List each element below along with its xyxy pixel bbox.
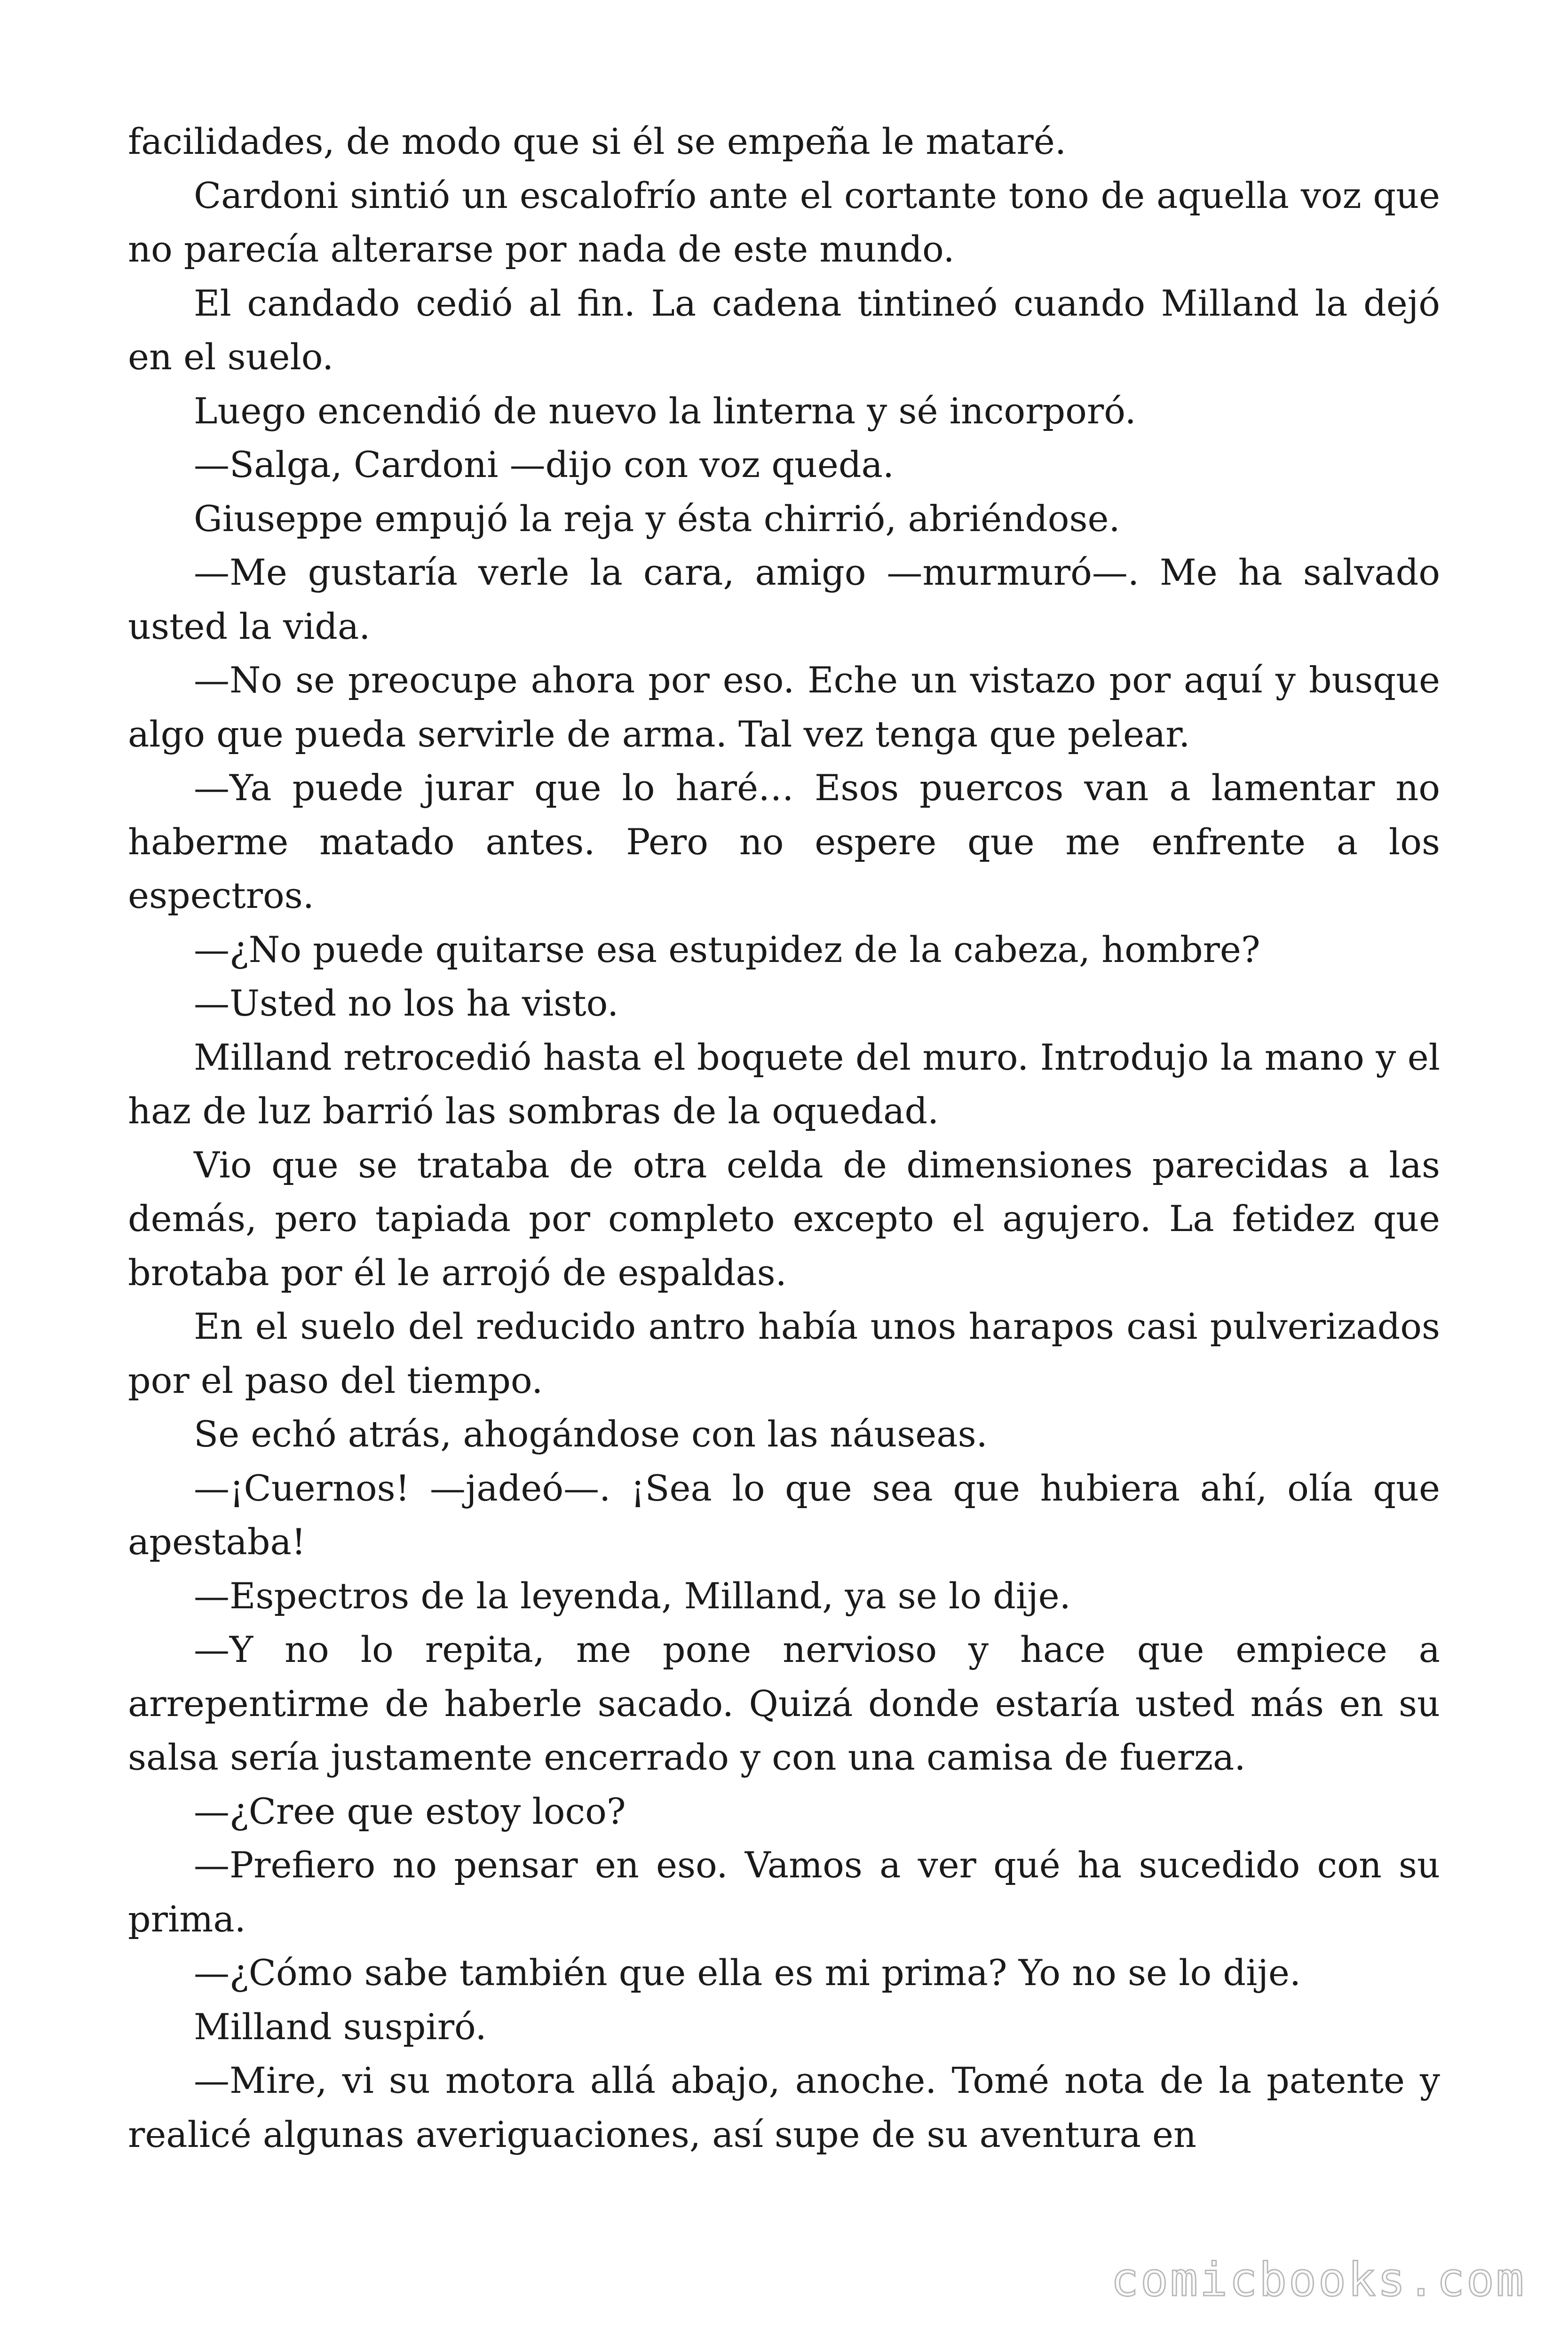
paragraph: facilidades, de modo que si él se empeña le mataré. xyxy=(128,120,1066,162)
paragraph: El candado cedió al fin. La cadena tintineó cuando Milland la dejó en el suelo. xyxy=(128,282,1440,378)
paragraph: —Salga, Cardoni —dijo con voz queda. xyxy=(194,444,895,485)
paragraph: Milland retrocedió hasta el boquete del muro. Introdujo la mano y el haz de luz barrió las sombras de la oquedad. xyxy=(128,1036,1440,1132)
paragraph: —Ya puede jurar que lo haré… Esos puercos van a lamentar no haberme matado antes. Pero no espere que me enfrente a los espectros. xyxy=(128,767,1440,916)
body-text xyxy=(128,115,1440,2161)
paragraph: —Usted no los ha visto. xyxy=(194,982,619,1024)
paragraph: —¿No puede quitarse esa estupidez de la cabeza, hombre? xyxy=(194,928,1260,970)
paragraph: Cardoni sintió un escalofrío ante el cortante tono de aquella voz que no parecía alterarse por nada de este mundo. xyxy=(128,174,1440,270)
paragraph: —No se preocupe ahora por eso. Eche un vistazo por aquí y busque algo que pueda servirle de arma. Tal vez tenga que pelear. xyxy=(128,659,1440,755)
paragraph: —Me gustaría verle la cara, amigo —murmuró—. Me ha salvado usted la vida. xyxy=(128,551,1440,647)
paragraph: Giuseppe empujó la reja y ésta chirrió, abriéndose. xyxy=(194,497,1120,540)
paragraph: Vio que se trataba de otra celda de dimensiones parecidas a las demás, pero tapiada por completo excepto el agujero. La fetidez que brotaba por él le arrojó de espaldas. xyxy=(128,1144,1440,1294)
paragraph: Se echó atrás, ahogándose con las náuseas. xyxy=(194,1413,988,1455)
paragraph: —¿Cómo sabe también que ella es mi prima? Yo no se lo dije. xyxy=(194,1952,1301,1994)
paragraph: Luego encendió de nuevo la linterna y sé incorporó. xyxy=(194,389,1136,432)
paragraph: —¿Cree que estoy loco? xyxy=(194,1790,626,1832)
paragraph: —¡Cuernos! —jadeó—. ¡Sea lo que sea que hubiera ahí, olía que apestaba! xyxy=(128,1467,1440,1563)
paragraph: —Y no lo repita, me pone nervioso y hace que empiece a arrepentirme de haberle sacado. Quizá donde estaría usted más en su salsa sería justamente encerrado y con una camisa de fuerza. xyxy=(128,1629,1440,1778)
paragraph: Milland suspiró. xyxy=(194,2005,487,2048)
paragraph: —Espectros de la leyenda, Milland, ya se lo dije. xyxy=(194,1574,1071,1617)
paragraph: En el suelo del reducido antro había unos harapos casi pulverizados por el paso del tiempo. xyxy=(128,1305,1440,1401)
paragraph: —Mire, vi su motora allá abajo, anoche. Tomé nota de la patente y realicé algunas averiguaciones, así supe de su aventura en xyxy=(128,2059,1440,2155)
paragraph: —Prefiero no pensar en eso. Vamos a ver qué ha sucedido con su prima. xyxy=(128,1844,1440,1940)
watermark: comicbooks.com xyxy=(1110,2253,1526,2307)
